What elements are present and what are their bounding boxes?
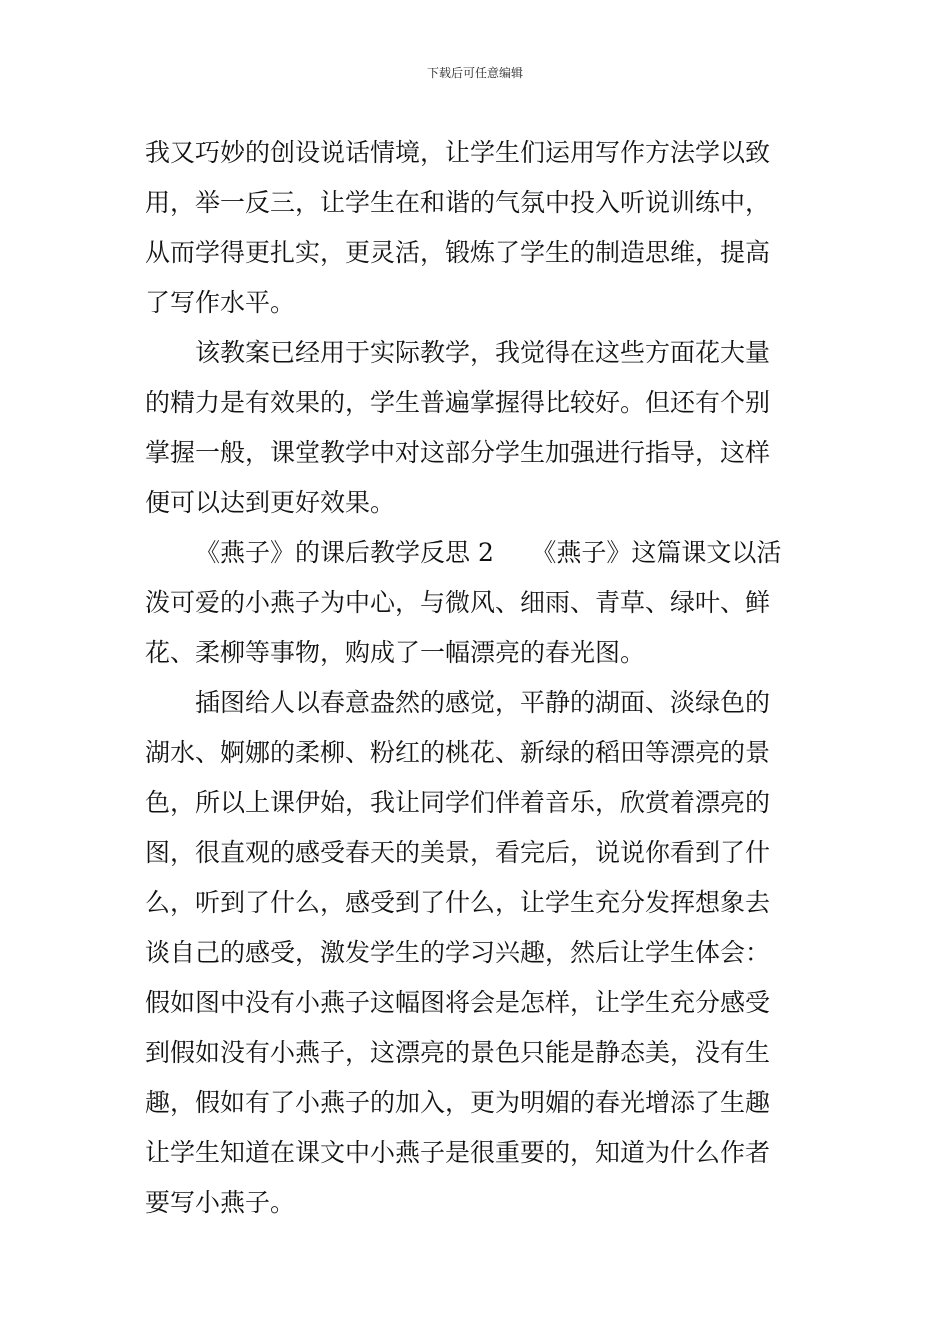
text-line: 色，所以上课伊始，我让同学们伴着音乐，欣赏着漂亮的	[145, 788, 771, 817]
text-line: 花、柔柳等事物，购成了一幅漂亮的春光图。	[145, 638, 646, 667]
document-body	[145, 128, 807, 1228]
text-line: 谈自己的感受，激发学生的学习兴趣，然后让学生体会：	[145, 938, 771, 967]
text-line: 么，听到了什么，感受到了什么，让学生充分发挥想象去	[145, 888, 771, 917]
text-line: 的精力是有效果的，学生普遍掌握得比较好。但还有个别	[145, 388, 771, 417]
text-line: 图，很直观的感受春天的美景，看完后，说说你看到了什	[145, 838, 771, 867]
text-line: 泼可爱的小燕子为中心，与微风、细雨、青草、绿叶、鲜	[145, 588, 771, 617]
text-line: 用，举一反三，让学生在和谐的气氛中投入听说训练中，	[145, 188, 771, 217]
text-line: 让学生知道在课文中小燕子是很重要的，知道为什么作者	[145, 1138, 771, 1167]
page-header: 下载后可任意编辑	[426, 66, 523, 80]
text-line: 《燕子》的课后教学反思 2 《燕子》这篇课文以活	[195, 538, 782, 567]
text-line: 插图给人以春意盎然的感觉，平静的湖面、淡绿色的	[195, 688, 771, 717]
text-line: 假如图中没有小燕子这幅图将会是怎样，让学生充分感受	[145, 988, 771, 1017]
text-line: 要写小燕子。	[145, 1188, 296, 1217]
text-line: 湖水、婀娜的柔柳、粉红的桃花、新绿的稻田等漂亮的景	[145, 738, 771, 767]
text-line: 我又巧妙的创设说话情境，让学生们运用写作方法学以致	[145, 138, 771, 167]
text-line: 从而学得更扎实，更灵活，锻炼了学生的制造思维，提高	[145, 238, 771, 267]
text-line: 到假如没有小燕子，这漂亮的景色只能是静态美，没有生	[145, 1038, 771, 1067]
text-line: 该教案已经用于实际教学，我觉得在这些方面花大量	[195, 338, 771, 367]
text-line: 了写作水平。	[145, 288, 296, 317]
text-line: 便可以达到更好效果。	[145, 488, 396, 517]
text-line: 掌握一般，课堂教学中对这部分学生加强进行指导，这样	[145, 438, 771, 467]
text-line: 趣，假如有了小燕子的加入，更为明媚的春光增添了生趣	[145, 1088, 771, 1117]
